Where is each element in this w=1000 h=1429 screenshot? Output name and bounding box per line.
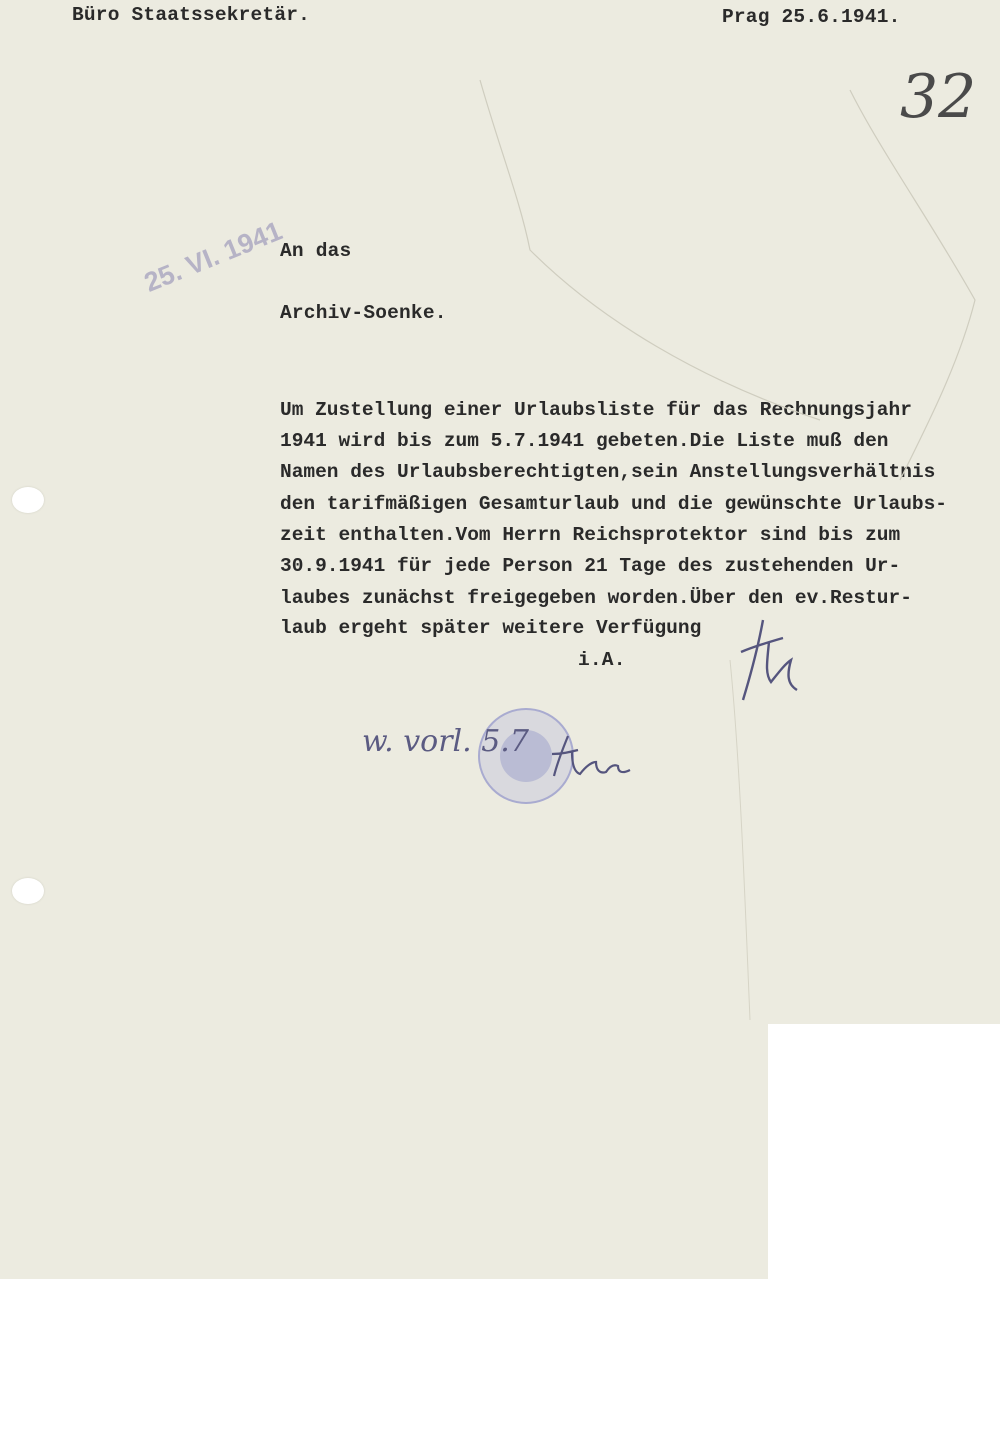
body-line: 30.9.1941 für jede Person 21 Tage des zustehenden Ur- <box>280 555 901 577</box>
body-line: den tarifmäßigen Gesamturlaub und die gewünschte Urlaubs- <box>280 493 948 515</box>
pencil-page-number: 32 <box>900 62 977 132</box>
office-header: Büro Staatssekretär. <box>72 4 311 26</box>
addressee-salutation: An das <box>280 240 352 262</box>
body-line: 1941 wird bis zum 5.7.1941 gebeten.Die Liste muß den <box>280 430 889 452</box>
signoff: i.A. <box>578 649 626 671</box>
body-line: zeit enthalten.Vom Herrn Reichsprotektor sind bis zum <box>280 524 901 546</box>
body-line: Namen des Urlaubsberechtigten,sein Anstellungsverhältnis <box>280 461 936 483</box>
handwritten-note: w. vorl. 5.7 <box>362 724 529 759</box>
received-date-stamp: 25. VI. 1941 <box>140 215 287 298</box>
body-line: laubes zunächst freigegeben worden.Über den ev.Restur- <box>280 587 912 609</box>
addressee-name: Archiv-Soenke. <box>280 302 447 324</box>
place-date: Prag 25.6.1941. <box>722 6 901 28</box>
scan-blank-area <box>768 1024 1000 1279</box>
body-line: Um Zustellung einer Urlaubsliste für das Rechnungsjahr <box>280 399 912 421</box>
body-line: laub ergeht später weitere Verfügung <box>280 617 702 639</box>
